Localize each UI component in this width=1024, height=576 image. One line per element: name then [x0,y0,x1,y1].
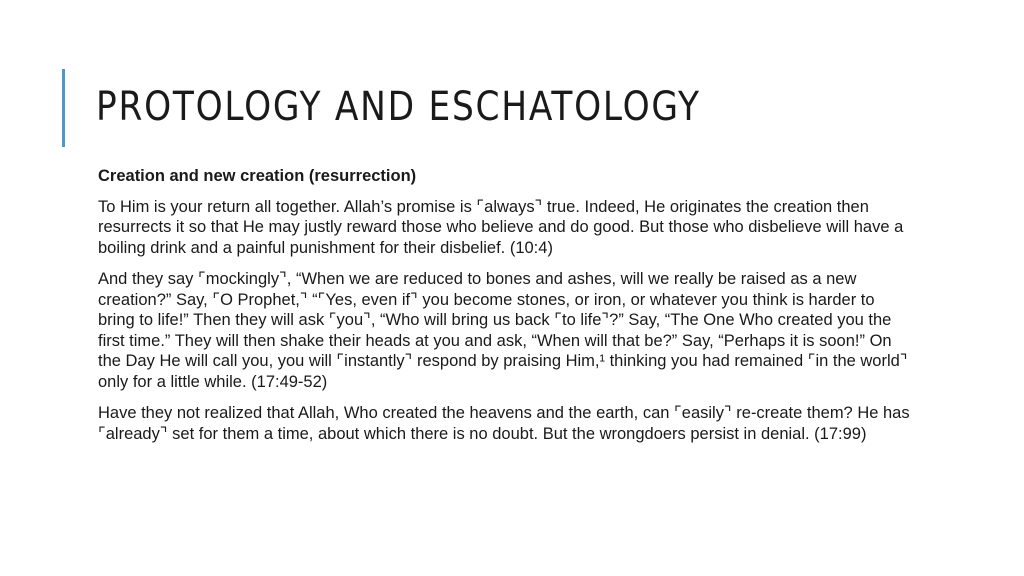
paragraph-quran-17-49-52: And they say ⌜mockingly⌝, “When we are reduced to bones and ashes, will we really be raised as a new creation?” Say, ⌜O Prophet,⌝ “⌜Yes, even if⌝ you become stones, or iron, or whatever you think is harder to bring to life!” Then they will ask ⌜you⌝, “Who will bring us back ⌜to life⌝?” Say, “The One Who created you the first time.” They will then shake their heads at you and ask, “When will that be?” Say, “Perhaps it is soon!” On the Day He will call you, you will ⌜instantly⌝ respond by praising Him,¹ thinking you had remained ⌜in the world⌝ only for a little while. (17:49-52) [98,270,908,391]
paragraph-quran-10-4: To Him is your return all together. Allah’s promise is ⌜always⌝ true. Indeed, He originates the creation then resurrects it so that He may justly reward those who believe and do good. But those who disbelieve will have a boiling drink and a painful punishment for their disbelief. (10:4) [98,197,904,257]
paragraph-quran-17-99: Have they not realized that Allah, Who created the heavens and the earth, can ⌜easily⌝ re-create them? He has ⌜already⌝ set for them a time, about which there is no doubt. But the wrongdoers persist in denial. (17:99) [98,404,910,443]
slide-body [98,166,910,455]
section-subtitle: Creation and new creation (resurrection) [98,167,417,185]
title-accent-bar [62,69,65,147]
slide-title: PROTOLOGY AND ESCHATOLOGY [96,84,701,130]
